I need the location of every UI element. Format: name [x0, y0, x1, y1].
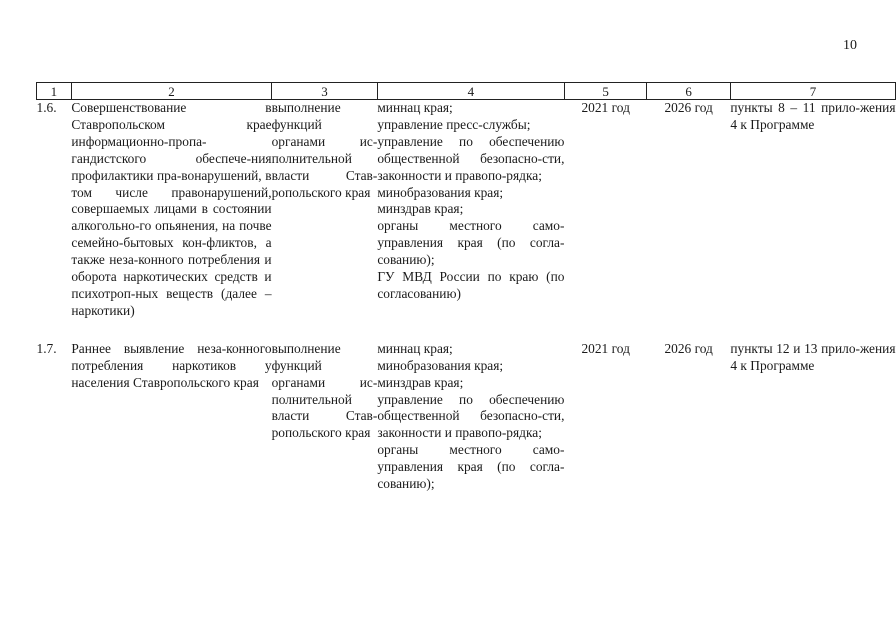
- column-header-4: 4: [377, 83, 564, 100]
- measure-name: Раннее выявление неза-конного потребления наркотиков у населения Ставропольского края: [71, 340, 272, 390]
- column-header-row: [37, 83, 896, 100]
- end-year: 2026 год: [664, 340, 713, 356]
- program-points: пункты 12 и 13 прило-жения 4 к Программе: [730, 340, 896, 373]
- executors: миннац края; минобразования края; минздрав края; управление по обеспечению общественной безопасно-сти, законности и правопо-рядка; органы местного само-управления края (по согла-сованию);: [377, 340, 565, 492]
- measure-name: Совершенствование в Ставропольском крае информационно-пропа-гандистского обеспече-ния профилактики пра-вонарушений, в том числе правонарушений, совершаемых лицами в состоянии алкогольно-го опьянения, на почве семейно-бытовых кон-фликтов, а также неза-конного потребления и оборота наркотических средств и психотроп-ных веществ (далее – наркотики): [71, 100, 272, 318]
- end-year: 2026 год: [664, 100, 713, 115]
- column-header-3: 3: [272, 83, 378, 100]
- measure-type: выполнение функций органами ис-полнительной власти Став-ропольского края: [271, 340, 378, 441]
- column-header-7: 7: [730, 83, 895, 100]
- row-spacer: [37, 320, 896, 341]
- table-row: [37, 341, 896, 493]
- program-points: пункты 8 – 11 прило-жения 4 к Программе: [730, 100, 896, 132]
- column-header-1: 1: [37, 83, 72, 100]
- program-table: [36, 82, 896, 493]
- column-header-2: 2: [71, 83, 271, 100]
- table-row: [37, 100, 896, 320]
- start-year: 2021 год: [581, 100, 630, 115]
- executors: миннац края; управление пресс-службы; управление по обеспечению общественной безопасно-сти, законности и правопо-рядка; минобразования края; минздрав края; органы местного само-управления края (по согла-сованию); ГУ МВД России по краю (по согласованию): [377, 100, 565, 301]
- measure-type: выполнение функций органами ис-полнительной власти Став-ропольского края: [271, 100, 378, 200]
- page-number: 10: [843, 38, 857, 53]
- start-year: 2021 год: [581, 340, 630, 356]
- column-header-5: 5: [564, 83, 646, 100]
- column-header-6: 6: [647, 83, 730, 100]
- row-number: 1.7.: [36, 340, 57, 356]
- row-number: 1.6.: [36, 100, 57, 115]
